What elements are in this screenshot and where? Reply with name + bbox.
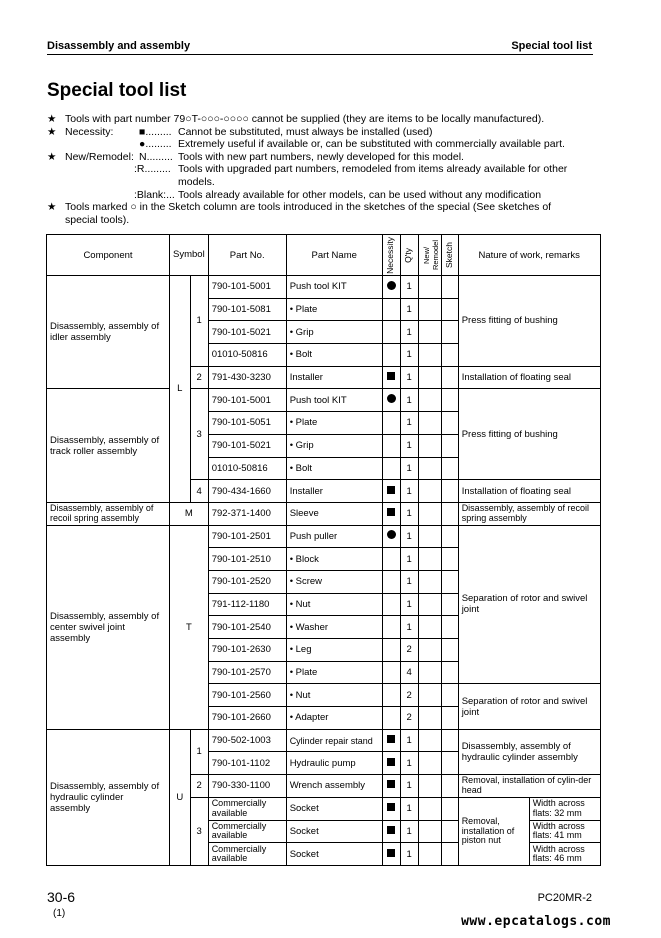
- remarks-cell: Removal, installation of piston nut: [458, 797, 529, 865]
- necessity-square-icon: [387, 508, 395, 516]
- new-remodel-cell: [418, 752, 441, 775]
- new-remodel-cell: [418, 480, 441, 503]
- symbol-number-cell: 3: [190, 797, 208, 865]
- necessity-cell: [382, 525, 400, 548]
- header-rule: [47, 54, 593, 55]
- note-value: Tools with new part numbers, newly developed for this model.: [178, 150, 464, 163]
- page-title: Special tool list: [47, 80, 187, 101]
- sketch-cell: [441, 820, 458, 843]
- sketch-cell: [441, 775, 458, 798]
- part-name: Push puller: [286, 525, 382, 548]
- part-name: • Adapter: [286, 707, 382, 730]
- remarks-cell: Press fitting of bushing: [458, 389, 600, 480]
- header-part-name: Part Name: [286, 235, 382, 276]
- sketch-cell: [441, 276, 458, 299]
- symbol-number-cell: 4: [190, 480, 208, 503]
- page-revision: (1): [53, 908, 66, 919]
- remarks-cell: Installation of floating seal: [458, 480, 600, 503]
- note-subkey: ■.........: [139, 125, 172, 138]
- component-cell: Disassembly, assembly of hydraulic cylinder assembly: [47, 729, 170, 865]
- new-remodel-cell: [418, 389, 441, 412]
- sketch-cell: [441, 843, 458, 866]
- new-remodel-cell: [418, 616, 441, 639]
- qty-cell: 1: [400, 457, 418, 480]
- header-symbol: Symbol: [170, 235, 209, 276]
- part-name: Hydraulic pump: [286, 752, 382, 775]
- symbol-cell: U: [170, 729, 191, 865]
- watermark-text: www.epcatalogs.com: [461, 914, 611, 929]
- part-no: Commercially available: [208, 820, 286, 843]
- qty-cell: 1: [400, 321, 418, 344]
- sketch-cell: [441, 593, 458, 616]
- necessity-cell: [382, 480, 400, 503]
- necessity-cell: [382, 752, 400, 775]
- remarks-cell: Separation of rotor and swivel joint: [458, 525, 600, 684]
- part-name: • Plate: [286, 298, 382, 321]
- new-remodel-cell: [418, 502, 441, 525]
- qty-cell: 1: [400, 729, 418, 752]
- qty-cell: 1: [400, 525, 418, 548]
- table-row: [47, 389, 601, 412]
- necessity-cell: [382, 502, 400, 525]
- sketch-cell: [441, 684, 458, 707]
- necessity-cell: [382, 570, 400, 593]
- header-necessity: Necessity: [384, 236, 395, 274]
- part-no: 790-101-2540: [208, 616, 286, 639]
- part-name: Socket: [286, 820, 382, 843]
- necessity-cell: [382, 321, 400, 344]
- note-part-number: [47, 113, 597, 126]
- qty-cell: 1: [400, 276, 418, 299]
- note-new-remodel-blank: [47, 189, 597, 202]
- width-across-flats: Width across flats: 32 mm: [529, 797, 600, 820]
- part-name: • Plate: [286, 412, 382, 435]
- sketch-cell: [441, 707, 458, 730]
- qty-cell: 1: [400, 412, 418, 435]
- note-value: Cannot be substituted, must always be installed (used): [178, 125, 433, 138]
- component-cell: Disassembly, assembly of idler assembly: [47, 276, 170, 389]
- part-no: 791-430-3230: [208, 366, 286, 389]
- table-row: [47, 276, 601, 299]
- note-key: Necessity:: [65, 125, 114, 138]
- new-remodel-cell: [418, 729, 441, 752]
- part-name: • Bolt: [286, 344, 382, 367]
- qty-cell: 1: [400, 775, 418, 798]
- necessity-cell: [382, 661, 400, 684]
- note-value: Tools with upgraded part numbers, remodeled from items already available for other: [178, 163, 568, 176]
- necessity-cell: [382, 616, 400, 639]
- remarks-cell: Press fitting of bushing: [458, 276, 600, 367]
- remarks-cell: Disassembly, assembly of recoil spring assembly: [458, 502, 600, 525]
- note-necessity: [47, 126, 597, 139]
- table-row: [47, 502, 601, 525]
- qty-cell: 1: [400, 593, 418, 616]
- page-header-title: Special tool list: [511, 40, 592, 52]
- note-subkey: :Blank:...: [134, 188, 175, 201]
- sketch-cell: [441, 525, 458, 548]
- necessity-cell: [382, 593, 400, 616]
- qty-cell: 1: [400, 797, 418, 820]
- symbol-cell: L: [170, 276, 191, 503]
- part-no: 01010-50816: [208, 344, 286, 367]
- necessity-cell: [382, 344, 400, 367]
- qty-cell: 1: [400, 820, 418, 843]
- sketch-cell: [441, 570, 458, 593]
- symbol-number-cell: 1: [190, 729, 208, 774]
- part-no: 790-101-5081: [208, 298, 286, 321]
- part-no: 790-434-1660: [208, 480, 286, 503]
- new-remodel-cell: [418, 366, 441, 389]
- sketch-cell: [441, 389, 458, 412]
- part-no: 790-101-2660: [208, 707, 286, 730]
- necessity-cell: [382, 276, 400, 299]
- part-no: 790-101-2520: [208, 570, 286, 593]
- component-cell: Disassembly, assembly of center swivel joint assembly: [47, 525, 170, 729]
- component-cell: Disassembly, assembly of recoil spring assembly: [47, 502, 170, 525]
- part-name: • Block: [286, 548, 382, 571]
- necessity-cell: [382, 434, 400, 457]
- necessity-cell: [382, 729, 400, 752]
- part-name: • Grip: [286, 321, 382, 344]
- note-value: Extremely useful if available or, can be substituted with commercially available part.: [178, 138, 565, 151]
- qty-cell: 1: [400, 434, 418, 457]
- qty-cell: 1: [400, 752, 418, 775]
- necessity-cell: [382, 775, 400, 798]
- part-name: • Grip: [286, 434, 382, 457]
- qty-cell: 2: [400, 684, 418, 707]
- table-header-row: [47, 235, 601, 276]
- part-name: Push tool KIT: [286, 389, 382, 412]
- part-no: 790-101-2501: [208, 525, 286, 548]
- sketch-cell: [441, 639, 458, 662]
- new-remodel-cell: [418, 412, 441, 435]
- part-name: • Plate: [286, 661, 382, 684]
- note-new-remodel-r: [47, 163, 597, 176]
- header-qty: Q'ty: [402, 247, 413, 263]
- part-name: Cylinder repair stand: [286, 729, 382, 752]
- necessity-bullet-icon: [387, 394, 396, 403]
- note-text: special tools).: [65, 213, 130, 226]
- part-name: Socket: [286, 797, 382, 820]
- part-name: • Nut: [286, 684, 382, 707]
- necessity-square-icon: [387, 486, 395, 494]
- part-name: Push tool KIT: [286, 276, 382, 299]
- qty-cell: 1: [400, 570, 418, 593]
- necessity-square-icon: [387, 758, 395, 766]
- new-remodel-cell: [418, 525, 441, 548]
- sketch-cell: [441, 661, 458, 684]
- new-remodel-cell: [418, 820, 441, 843]
- remarks-cell: Installation of floating seal: [458, 366, 600, 389]
- note-new-remodel: [47, 151, 597, 164]
- sketch-cell: [441, 412, 458, 435]
- new-remodel-cell: [418, 457, 441, 480]
- note-subkey: ●.........: [139, 138, 172, 151]
- sketch-cell: [441, 548, 458, 571]
- new-remodel-cell: [418, 684, 441, 707]
- part-name: Sleeve: [286, 502, 382, 525]
- new-remodel-cell: [418, 707, 441, 730]
- necessity-cell: [382, 412, 400, 435]
- part-name: • Bolt: [286, 457, 382, 480]
- note-text: Tools marked ○ in the Sketch column are tools introduced in the sketches of the special (See sketches of: [65, 201, 552, 214]
- qty-cell: 1: [400, 502, 418, 525]
- header-remarks: Nature of work, remarks: [458, 235, 600, 276]
- part-name: • Washer: [286, 616, 382, 639]
- part-no: 792-371-1400: [208, 502, 286, 525]
- sketch-cell: [441, 457, 458, 480]
- qty-cell: 1: [400, 389, 418, 412]
- part-no: 790-101-5001: [208, 276, 286, 299]
- necessity-bullet-icon: [387, 281, 396, 290]
- necessity-square-icon: [387, 803, 395, 811]
- part-name: • Leg: [286, 639, 382, 662]
- sketch-cell: [441, 366, 458, 389]
- necessity-cell: [382, 457, 400, 480]
- star-icon: ★: [47, 113, 57, 125]
- part-name: Wrench assembly: [286, 775, 382, 798]
- note-text: Tools with part number 79○T-○○○-○○○○ cannot be supplied (they are items to be locally manufactured).: [65, 113, 545, 125]
- part-no: 790-101-2560: [208, 684, 286, 707]
- width-across-flats: Width across flats: 41 mm: [529, 820, 600, 843]
- new-remodel-cell: [418, 661, 441, 684]
- part-no: 790-502-1003: [208, 729, 286, 752]
- sketch-cell: [441, 321, 458, 344]
- necessity-square-icon: [387, 735, 395, 743]
- notes-block: [47, 113, 597, 226]
- qty-cell: 1: [400, 548, 418, 571]
- necessity-cell: [382, 366, 400, 389]
- part-no: 790-330-1100: [208, 775, 286, 798]
- sketch-cell: [441, 434, 458, 457]
- necessity-cell: [382, 639, 400, 662]
- remarks-cell: Separation of rotor and swivel joint: [458, 684, 600, 729]
- header-new-remodel: New/ Remodel: [421, 240, 440, 271]
- sketch-cell: [441, 752, 458, 775]
- star-icon: ★: [47, 201, 57, 214]
- necessity-cell: [382, 843, 400, 866]
- sketch-cell: [441, 729, 458, 752]
- new-remodel-cell: [418, 434, 441, 457]
- model-name: PC20MR-2: [537, 892, 592, 904]
- note-sketch: [47, 201, 597, 214]
- new-remodel-cell: [418, 775, 441, 798]
- qty-cell: 4: [400, 661, 418, 684]
- part-name: • Screw: [286, 570, 382, 593]
- part-no: 01010-50816: [208, 457, 286, 480]
- section-header: Disassembly and assembly: [47, 40, 191, 52]
- part-name: Installer: [286, 366, 382, 389]
- note-new-remodel-r2: [47, 176, 597, 189]
- necessity-cell: [382, 707, 400, 730]
- header-component: Component: [47, 235, 170, 276]
- new-remodel-cell: [418, 843, 441, 866]
- part-name: • Nut: [286, 593, 382, 616]
- note-subkey: N.........: [139, 150, 173, 163]
- qty-cell: 1: [400, 480, 418, 503]
- symbol-cell: T: [170, 525, 209, 729]
- necessity-cell: [382, 797, 400, 820]
- note-necessity-b: [47, 138, 597, 151]
- symbol-number-cell: 1: [190, 276, 208, 367]
- part-no: 790-101-5021: [208, 434, 286, 457]
- part-no: 790-101-2510: [208, 548, 286, 571]
- new-remodel-cell: [418, 321, 441, 344]
- qty-cell: 2: [400, 707, 418, 730]
- note-value: models.: [178, 175, 215, 188]
- necessity-cell: [382, 548, 400, 571]
- remarks-cell: Removal, installation of cylin-der head: [458, 775, 600, 798]
- part-no: Commercially available: [208, 797, 286, 820]
- part-no: 790-101-5051: [208, 412, 286, 435]
- necessity-cell: [382, 298, 400, 321]
- component-cell: Disassembly, assembly of track roller assembly: [47, 389, 170, 502]
- part-no: 791-112-1180: [208, 593, 286, 616]
- new-remodel-cell: [418, 593, 441, 616]
- star-icon: ★: [47, 150, 57, 163]
- table-row: [47, 525, 601, 548]
- part-no: 790-101-2630: [208, 639, 286, 662]
- necessity-square-icon: [387, 849, 395, 857]
- header-part-no: Part No.: [208, 235, 286, 276]
- necessity-cell: [382, 389, 400, 412]
- sketch-cell: [441, 344, 458, 367]
- symbol-number-cell: 2: [190, 366, 208, 389]
- part-no: 790-101-2570: [208, 661, 286, 684]
- new-remodel-cell: [418, 298, 441, 321]
- part-no: 790-101-5001: [208, 389, 286, 412]
- necessity-square-icon: [387, 826, 395, 834]
- new-remodel-cell: [418, 570, 441, 593]
- star-icon: ★: [47, 125, 57, 138]
- necessity-cell: [382, 820, 400, 843]
- symbol-number-cell: 3: [190, 389, 208, 480]
- sketch-cell: [441, 502, 458, 525]
- table-row: [47, 729, 601, 752]
- part-no: 790-101-1102: [208, 752, 286, 775]
- page-number: 30-6: [47, 889, 76, 905]
- qty-cell: 1: [400, 298, 418, 321]
- note-key: New/Remodel:: [65, 150, 134, 163]
- qty-cell: 1: [400, 843, 418, 866]
- symbol-number-cell: 2: [190, 775, 208, 798]
- note-value: Tools already available for other models, can be used without any modification: [178, 188, 542, 201]
- header-sketch: Sketch: [443, 242, 454, 268]
- part-name: Installer: [286, 480, 382, 503]
- sketch-cell: [441, 298, 458, 321]
- new-remodel-cell: [418, 797, 441, 820]
- symbol-cell: M: [170, 502, 209, 525]
- new-remodel-cell: [418, 344, 441, 367]
- sketch-cell: [441, 480, 458, 503]
- qty-cell: 1: [400, 344, 418, 367]
- part-no: Commercially available: [208, 843, 286, 866]
- new-remodel-cell: [418, 548, 441, 571]
- note-subkey: :R.........: [134, 163, 171, 176]
- sketch-cell: [441, 797, 458, 820]
- qty-cell: 1: [400, 366, 418, 389]
- note-sketch-2: [47, 214, 597, 227]
- remarks-cell: Disassembly, assembly of hydraulic cylinder assembly: [458, 729, 600, 774]
- special-tool-table: [46, 234, 601, 866]
- part-no: 790-101-5021: [208, 321, 286, 344]
- necessity-square-icon: [387, 372, 395, 380]
- sketch-cell: [441, 616, 458, 639]
- new-remodel-cell: [418, 276, 441, 299]
- qty-cell: 1: [400, 616, 418, 639]
- width-across-flats: Width across flats: 46 mm: [529, 843, 600, 866]
- new-remodel-cell: [418, 639, 441, 662]
- necessity-cell: [382, 684, 400, 707]
- qty-cell: 2: [400, 639, 418, 662]
- necessity-square-icon: [387, 780, 395, 788]
- necessity-bullet-icon: [387, 530, 396, 539]
- part-name: Socket: [286, 843, 382, 866]
